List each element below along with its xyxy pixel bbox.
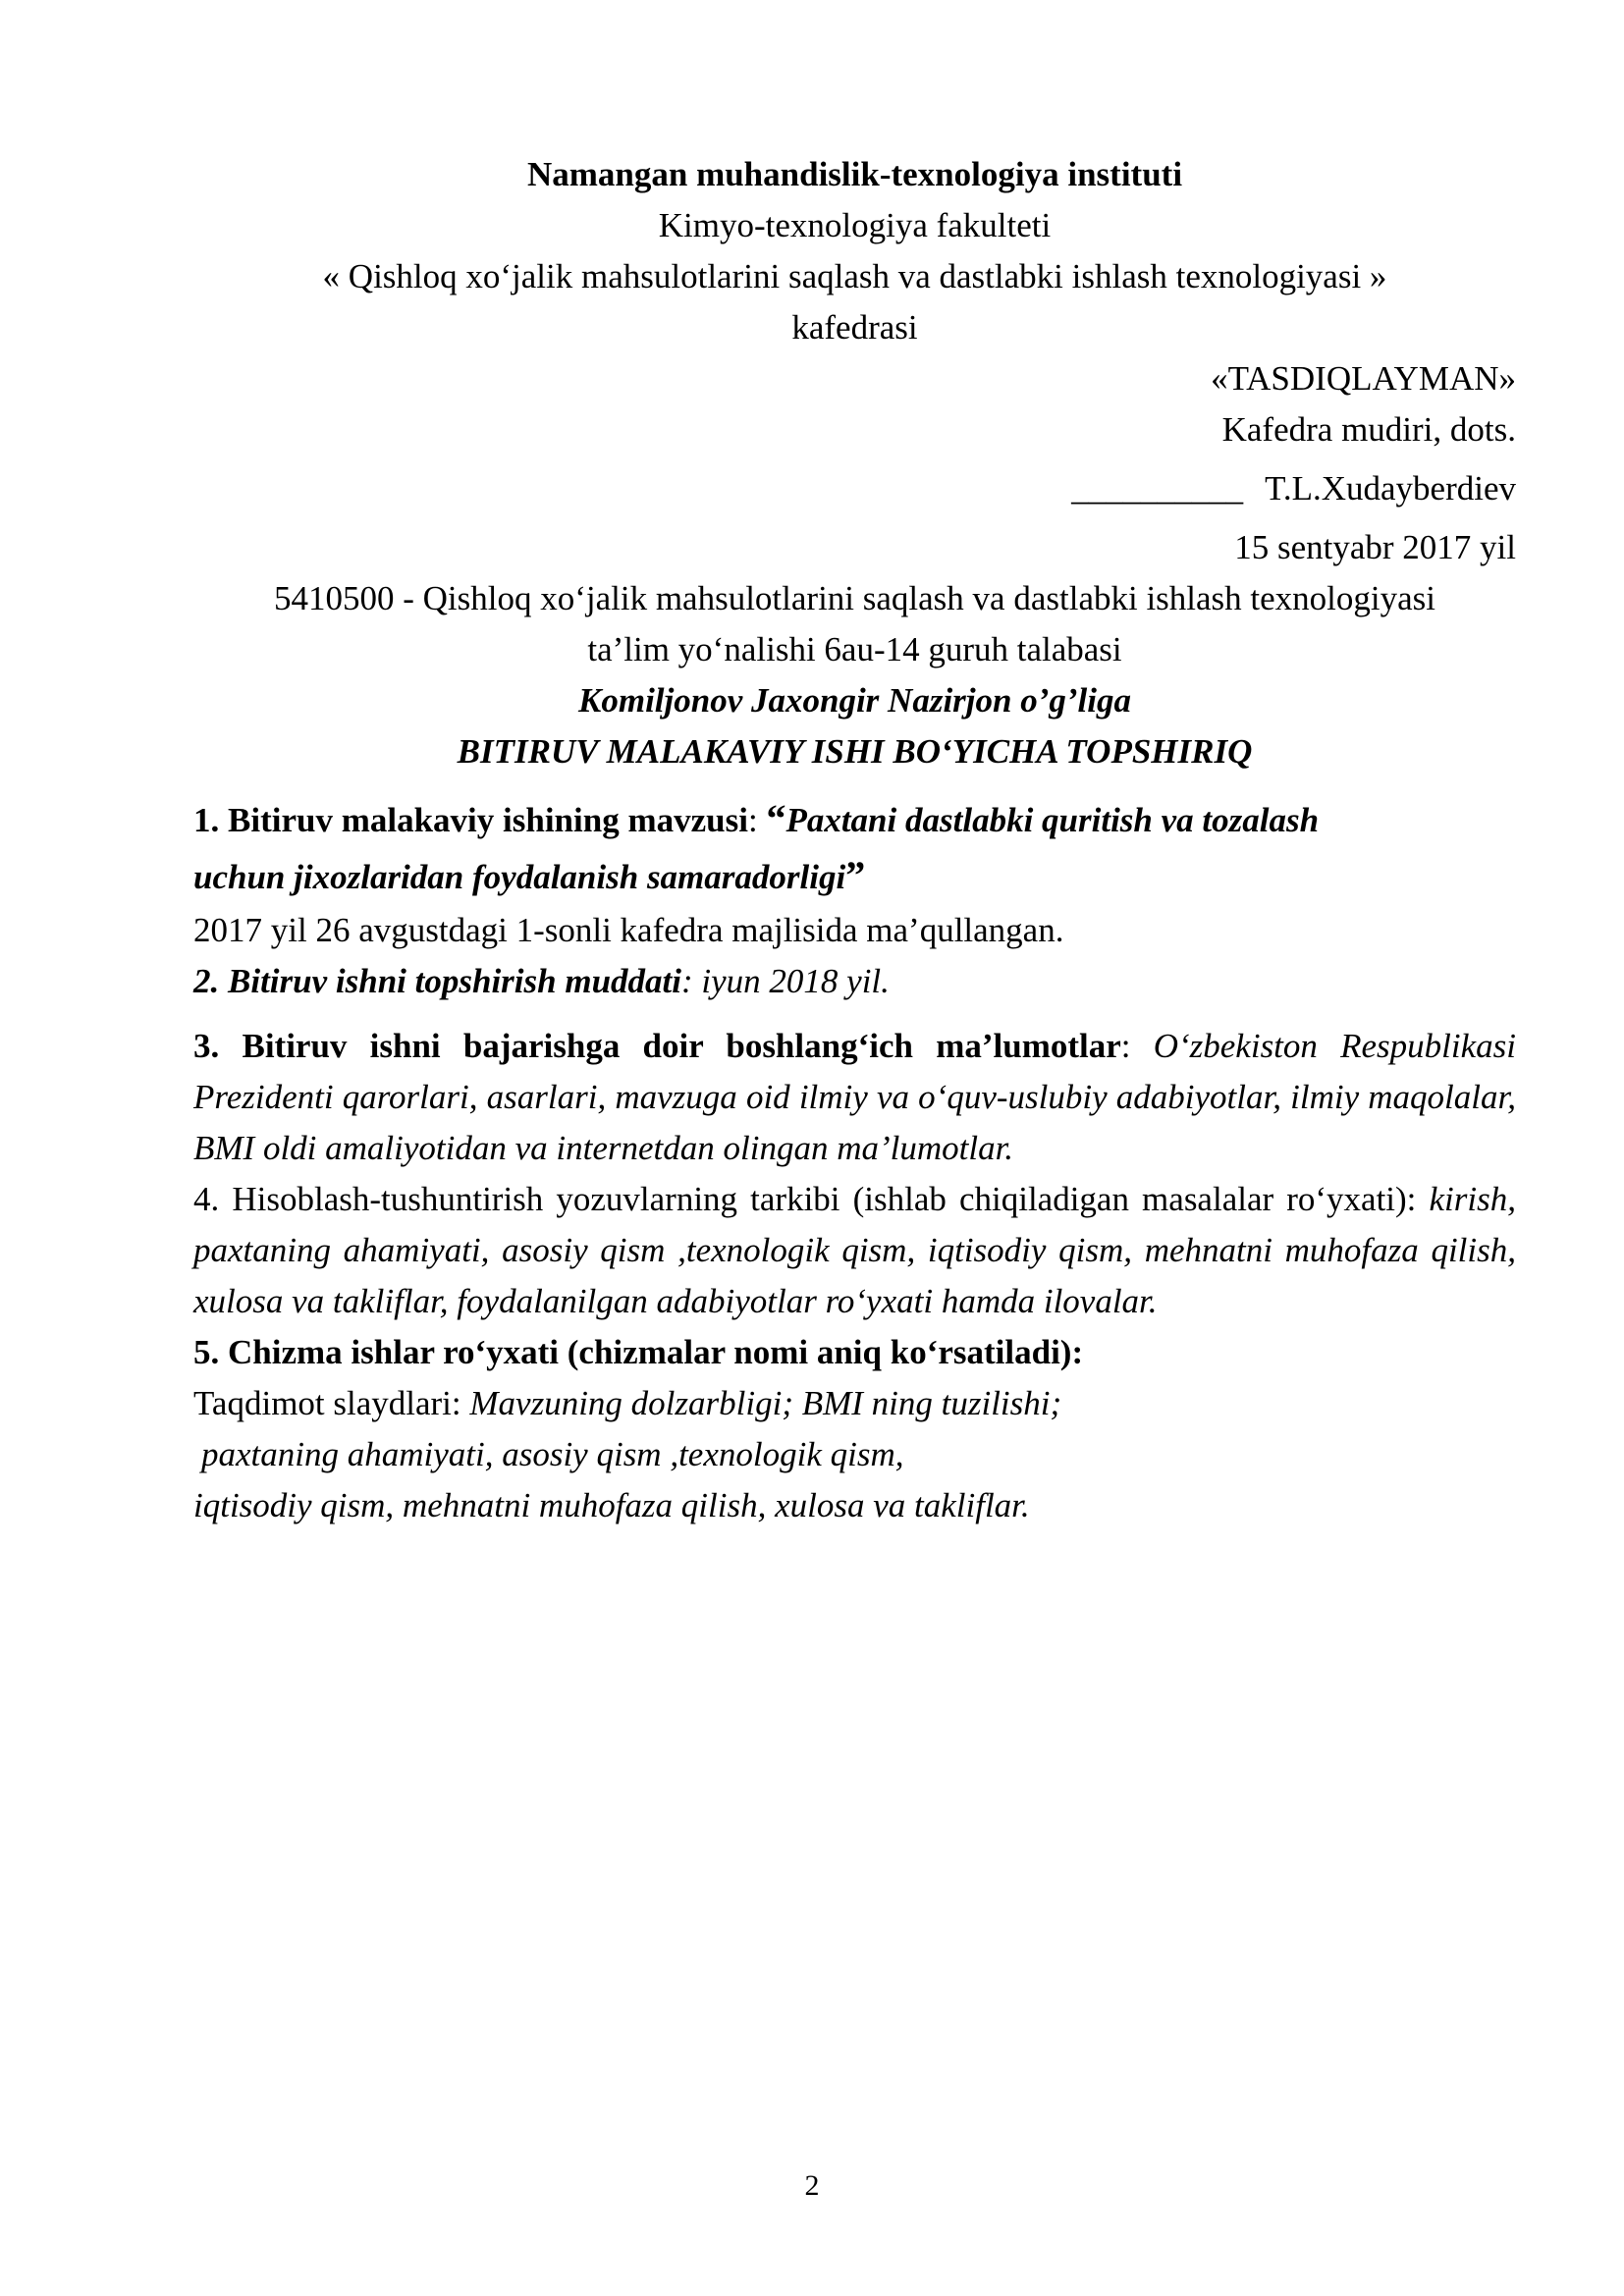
item-4-composition: [193, 1174, 1516, 1327]
item-5-line1: [193, 1378, 1516, 1429]
institute-name: Namangan muhandislik-texnologiya instituti: [526, 155, 1183, 193]
recipient-program: 5410500 - Qishloq xo‘jalik mahsulotlarini saqlash va dastlabki ishlash texnologiyasi: [273, 579, 1436, 617]
item-5-prefix: Taqdimot slaydlari:: [193, 1384, 470, 1422]
item-3-label: 3. Bitiruv ishni bajarishga doir boshlang‘ich ma’lumotlar: [193, 1027, 1121, 1065]
page-number: 2: [804, 2169, 820, 2202]
faculty-name: Kimyo-texnologiya fakulteti: [658, 206, 1052, 244]
department-name-line1: « Qishloq xo‘jalik mahsulotlarini saqlash va dastlabki ishlash texnologiyasi »: [322, 257, 1387, 295]
item-5-slides-2: paxtaning ahamiyati, asosiy qism ,texnologik qism,: [201, 1435, 904, 1473]
document-page: [193, 149, 1516, 1531]
document-title: BITIRUV MALAKAVIY ISHI BO‘YICHA TOPSHIRIQ: [457, 732, 1253, 771]
department-name-line2: kafedrasi: [791, 308, 918, 347]
item-5-label: 5. Chizma ishlar ro‘yxati (chizmalar nomi aniq ko‘rsatiladi):: [193, 1333, 1084, 1371]
item-5-slides-3: iqtisodiy qism, mehnatni muhofaza qilish, xulosa va takliflar.: [193, 1486, 1030, 1524]
approver-name: T.L.Xudayberdiev: [1265, 469, 1516, 507]
item-2-deadline: [193, 956, 1516, 1007]
item-1-colon: :: [747, 801, 767, 839]
item-1-topic-line2: uchun jixozlaridan foydalanish samaradorligi: [193, 858, 846, 896]
approval-date: 15 sentyabr 2017 yil: [1234, 528, 1516, 566]
approval-title: «TASDIQLAYMAN»: [1211, 359, 1516, 398]
signature-line: __________: [1071, 469, 1244, 507]
item-5-slides-1: Mavzuning dolzarbligi; BMI ning tuzilishi;: [469, 1384, 1062, 1422]
item-2-value: : iyun 2018 yil.: [681, 962, 890, 1000]
approval-signature: [193, 463, 1516, 514]
item-1-open-quote: “: [766, 796, 786, 840]
item-3-colon: :: [1120, 1027, 1154, 1065]
item-1-topic-line1: Paxtani dastlabki quritish va tozalash: [785, 801, 1320, 839]
item-1-approved: 2017 yil 26 avgustdagi 1-sonli kafedra majlisida ma’qullangan.: [193, 911, 1064, 949]
recipient-group: ta’lim yo‘nalishi 6au-14 guruh talabasi: [587, 630, 1122, 668]
item-1-topic: [193, 791, 1516, 905]
item-3-initial-data: [193, 1021, 1516, 1174]
student-name: Komiljonov Jaxongir Nazirjon o’g’liga: [578, 681, 1131, 720]
item-3-value: O‘zbekiston Respublikasi Prezidenti qarorlari, asarlari, mavzuga oid ilmiy va o‘quv-uslubiy adabiyotlar, ilmiy maqolalar, BMI oldi amaliyotidan va internetdan olingan ma’lumotlar.: [193, 1027, 1516, 1167]
item-4-label: 4. Hisoblash-tushuntirish yozuvlarning tarkibi (ishlab chiqiladigan masalalar ro‘yxati):: [193, 1180, 1430, 1218]
item-2-label: 2. Bitiruv ishni topshirish muddati: [193, 962, 681, 1000]
item-1-close-quote: ”: [845, 853, 866, 897]
item-4-value: kirish, paxtaning ahamiyati, asosiy qism ,texnologik qism, iqtisodiy qism, mehnatni muhofaza qilish, xulosa va takliflar, foydalanilgan adabiyotlar ro‘yxati hamda ilovalar.: [193, 1180, 1516, 1320]
item-1-label: 1. Bitiruv malakaviy ishining mavzusi: [193, 801, 748, 839]
approval-position: Kafedra mudiri, dots.: [1221, 410, 1516, 449]
